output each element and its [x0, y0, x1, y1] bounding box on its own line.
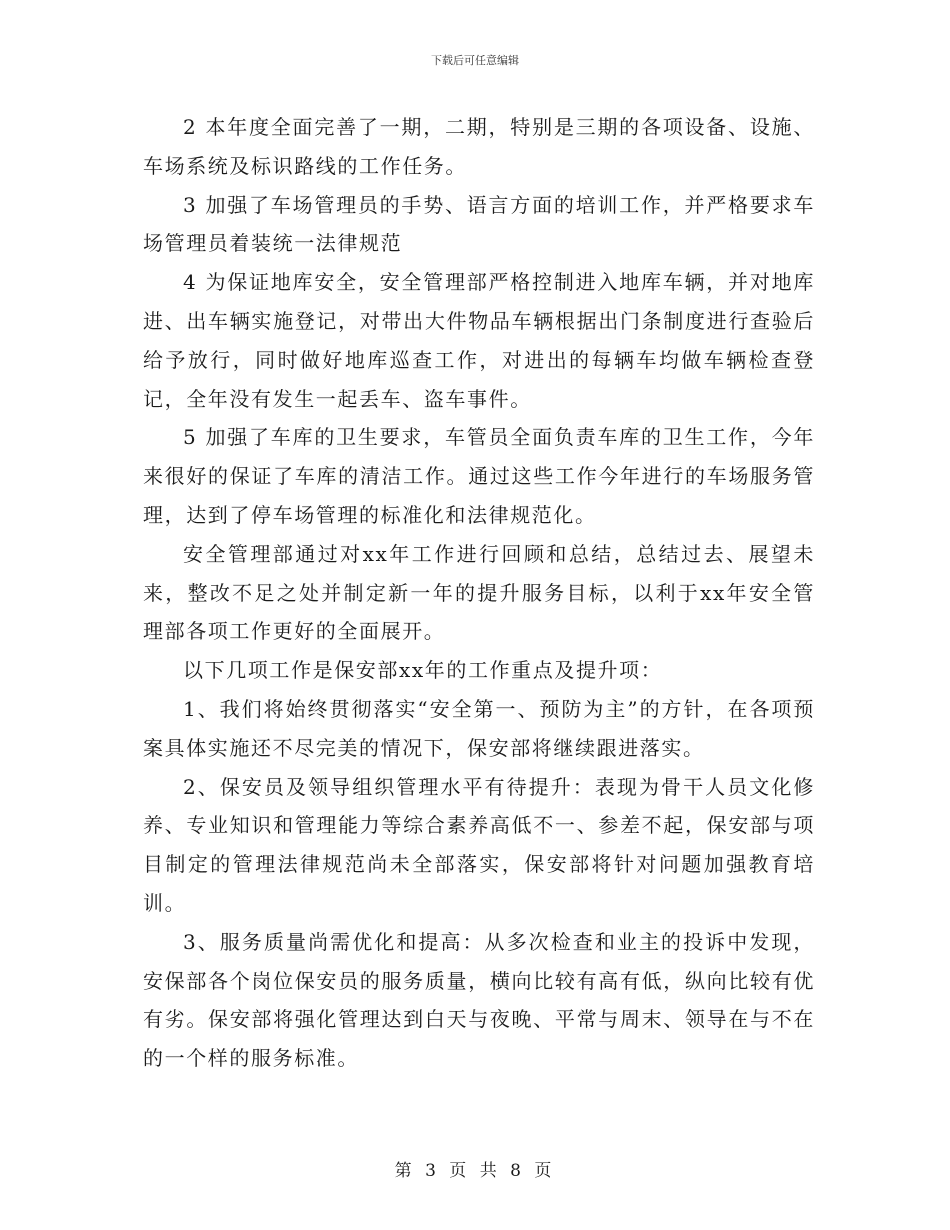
paragraph-item-5: 5 加强了车库的卫生要求，车管员全面负责车库的卫生工作，今年来很好的保证了车库的清洁工作。通过这些工作今年进行的车场服务管理，达到了停车场管理的标准化和法律规范化。	[143, 425, 815, 527]
paragraph-key-work-intro: 以下几项工作是保安部xx年的工作重点及提升项：	[183, 658, 663, 683]
paragraph-item-4: 4 为保证地库安全，安全管理部严格控制进入地库车辆，并对地库进、出车辆实施登记，对带出大件物品车辆根据出门条制度进行查验后给予放行，同时做好地库巡查工作，对进出的每辆车均做车辆检查登记，全年没有发生一起丢车、盗车事件。	[143, 270, 815, 411]
page-number-footer: 第 3 页 共 8 页	[394, 1161, 556, 1181]
paragraph-item-2: 2 本年度全面完善了一期，二期，特别是三期的各项设备、设施、车场系统及标识路线的工作任务。	[143, 115, 815, 178]
paragraph-review-summary: 安全管理部通过对xx年工作进行回顾和总结，总结过去、展望未来，整改不足之处并制定新一年的提升服务目标，以利于xx年安全管理部各项工作更好的全面展开。	[143, 541, 815, 644]
page-header: 下载后可任意编辑	[431, 54, 519, 67]
paragraph-item-3: 3 加强了车场管理员的手势、语言方面的培训工作，并严格要求车场管理员着装统一法律规范	[143, 192, 815, 256]
document-body	[143, 108, 815, 1078]
paragraph-key-work-3: 3、服务质量尚需优化和提高：从多次检查和业主的投诉中发现，安保部各个岗位保安员的服务质量，横向比较有高有低，纵向比较有优有劣。保安部将强化管理达到白天与夜晚、平常与周末、领导在与不在的一个样的服务标准。	[143, 929, 815, 1071]
paragraph-key-work-1: 1、我们将始终贯彻落实“安全第一、预防为主”的方针，在各项预案具体实施还不尽完美的情况下，保安部将继续跟进落实。	[143, 696, 815, 760]
paragraph-key-work-2: 2、保安员及领导组织管理水平有待提升：表现为骨干人员文化修养、专业知识和管理能力等综合素养高低不一、参差不起，保安部与项目制定的管理法律规范尚未全部落实，保安部将针对问题加强教育培训。	[143, 774, 815, 915]
